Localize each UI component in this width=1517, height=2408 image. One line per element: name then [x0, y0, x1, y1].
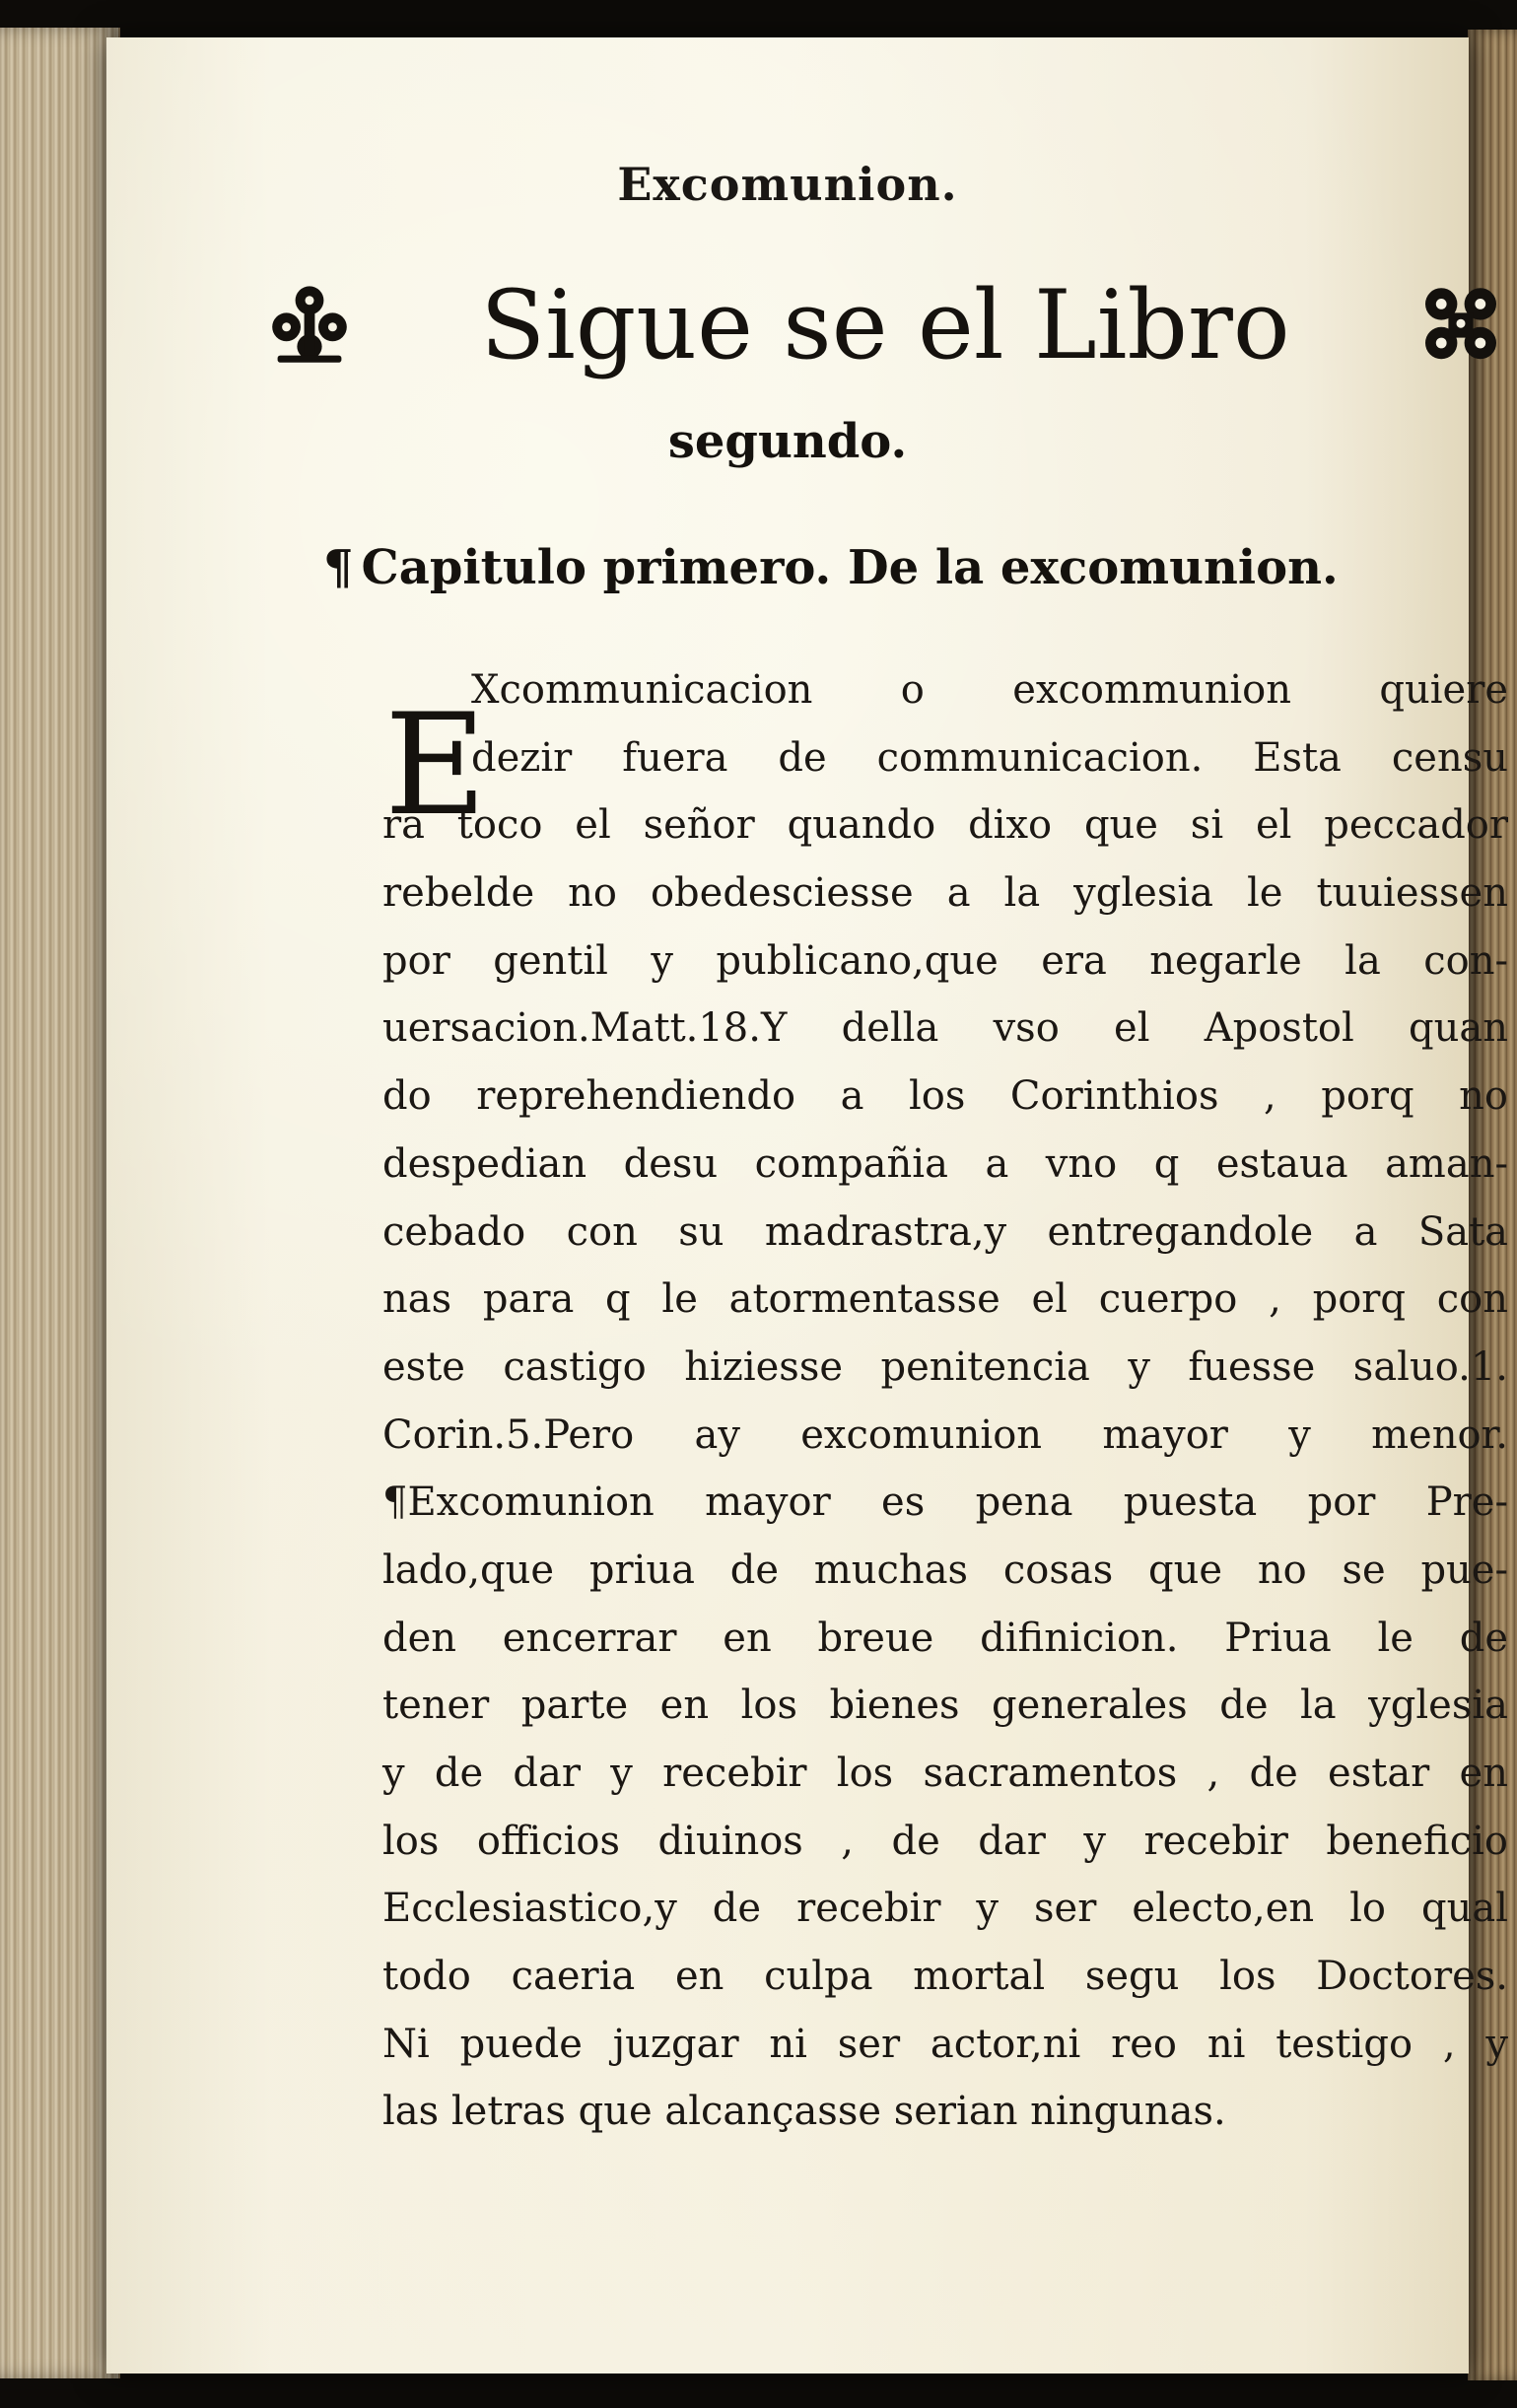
- section-title: Sigue se el Libro: [480, 270, 1290, 380]
- text-line: Xcommunicacion o excommunion quiere: [471, 667, 1508, 713]
- text-line: despedian desu compañia a vno q estaua aman-: [382, 1140, 1508, 1187]
- text-line: do reprehendiendo a los Corinthios , porq no: [382, 1073, 1508, 1120]
- text-line: cebado con su madrastra,y entregandole a Sata: [382, 1208, 1508, 1255]
- pilcrow-icon: ¶: [323, 540, 354, 595]
- text-line: dezir fuera de communicacion. Esta censu: [471, 734, 1508, 781]
- text-line: ¶Excomunion mayor es pena puesta por Pre-: [382, 1479, 1508, 1526]
- chapter-heading-text: Capitulo primero. De la excomunion.: [361, 540, 1339, 595]
- text-line: lado,que priua de muchas cosas que no se pue-: [382, 1547, 1508, 1593]
- fleuron-left-icon: [264, 281, 355, 370]
- text-line: Corin.5.Pero ay excomunion mayor y menor.: [382, 1411, 1508, 1458]
- text-line: Ni puede juzgar ni ser actor,ni reo ni testigo , y: [382, 2021, 1508, 2067]
- text-line: este castigo hiziesse penitencia y fuesse saluo.1.: [382, 1343, 1508, 1390]
- text-line: y de dar y recebir los sacramentos , de estar en: [382, 1751, 1508, 1796]
- text-line: den encerrar en breue difinicion. Priua le de: [382, 1615, 1508, 1661]
- running-head: Excomunion.: [617, 158, 958, 211]
- text-line: tener parte en los bienes generales de la yglesia: [382, 1683, 1508, 1729]
- text-line: nas para q le atormentasse el cuerpo , porq con: [382, 1276, 1508, 1323]
- book-edge-left: [0, 28, 120, 2378]
- book-page: [106, 37, 1508, 2374]
- text-line: rebelde no obedesciesse a la yglesia le tuuiessen: [382, 870, 1508, 917]
- text-line: ra toco el señor quando dixo que si el peccador: [382, 802, 1508, 849]
- text-line: por gentil y publicano,que era negarle la con-: [382, 937, 1508, 984]
- section-subtitle: segundo.: [667, 414, 908, 469]
- text-line: Ecclesiastico,y de recebir y ser electo,en lo qual: [382, 1886, 1508, 1932]
- title-row: [264, 266, 1506, 384]
- text-line: todo caeria en culpa mortal segu los Doctores.: [382, 1954, 1508, 2000]
- fleuron-right-icon: [1415, 281, 1506, 370]
- text-line: los officios diuinos , de dar y recebir beneficio: [382, 1818, 1508, 1864]
- drop-cap: E: [384, 684, 487, 847]
- chapter-heading: [323, 540, 1506, 595]
- text-line: uersacion.Matt.18.Y della vso el Apostol quan: [382, 1005, 1508, 1052]
- body-text: [382, 656, 1508, 2146]
- text-line: las letras que alcançasse serian ningunas.: [382, 2089, 1226, 2135]
